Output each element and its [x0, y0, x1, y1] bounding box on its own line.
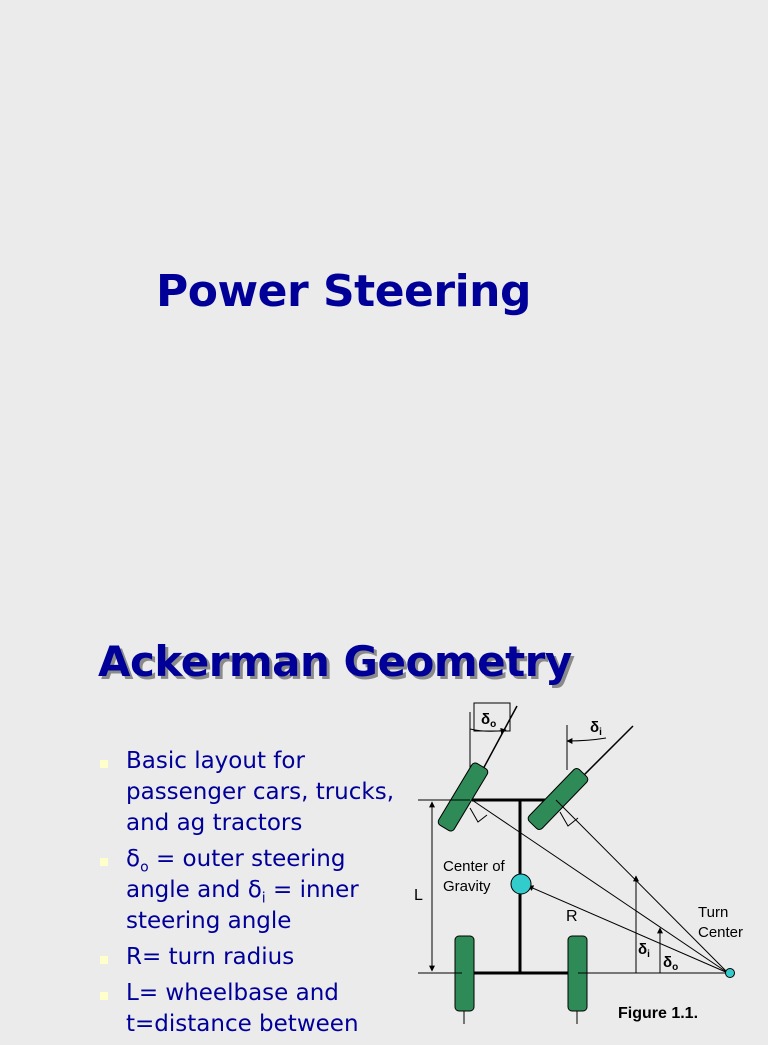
ray-outer: [472, 800, 728, 973]
turn-center-line2: Center: [698, 924, 744, 941]
ackerman-diagram: [400, 695, 768, 1024]
delta-symbol: δ: [638, 941, 648, 958]
cg-label-line1: Center of: [443, 858, 505, 875]
bullet-text: = inner steering angle: [126, 877, 359, 934]
front-wheel-left: [437, 762, 490, 833]
bullet-text: = outer steering angle and: [126, 846, 346, 903]
center-of-gravity-marker: [511, 874, 531, 894]
turn-center-line1: Turn: [698, 904, 729, 921]
delta-symbol: δ: [247, 877, 262, 903]
svg-text:δo: [481, 711, 496, 730]
cg-label-line2: Gravity: [443, 878, 491, 895]
figure-caption: Figure 1.1.: [618, 1005, 699, 1022]
label-R: R: [566, 908, 578, 925]
subscript: i: [599, 727, 602, 738]
bullet-square-icon: [100, 858, 108, 866]
label-L: L: [414, 887, 423, 904]
subscript: o: [672, 962, 679, 973]
bullet-item: [98, 978, 398, 1040]
delta-symbol: δ: [126, 846, 141, 872]
bullet-item: [98, 844, 398, 937]
subscript: o: [140, 859, 149, 876]
angle-arc-inner: [567, 738, 606, 741]
bullet-square-icon: [100, 760, 108, 768]
bullet-text: R= turn radius: [126, 944, 295, 970]
subscript: i: [647, 949, 650, 960]
bullet-item: [98, 746, 398, 839]
bullet-square-icon: [100, 956, 108, 964]
bullet-item: [98, 942, 398, 973]
slide-title: Ackerman Geometry: [98, 637, 572, 686]
delta-symbol: δ: [663, 954, 673, 971]
bullet-square-icon: [100, 992, 108, 1000]
bullet-list: [98, 746, 398, 1045]
svg-text:δo: [663, 954, 678, 973]
turn-center-marker: [726, 969, 735, 978]
subscript: o: [490, 719, 497, 730]
svg-text:δi: [590, 719, 602, 738]
bullet-text: L= wheelbase and t=distance between: [126, 980, 359, 1037]
delta-symbol: δ: [590, 719, 600, 736]
slide-title: Power Steering: [156, 266, 531, 317]
delta-symbol: δ: [481, 711, 491, 728]
subscript: i: [261, 890, 266, 907]
right-angle-marker: [470, 808, 487, 822]
svg-text:δi: [638, 941, 650, 960]
bullet-text: Basic layout for passenger cars, trucks, and ag tractors: [126, 748, 395, 836]
